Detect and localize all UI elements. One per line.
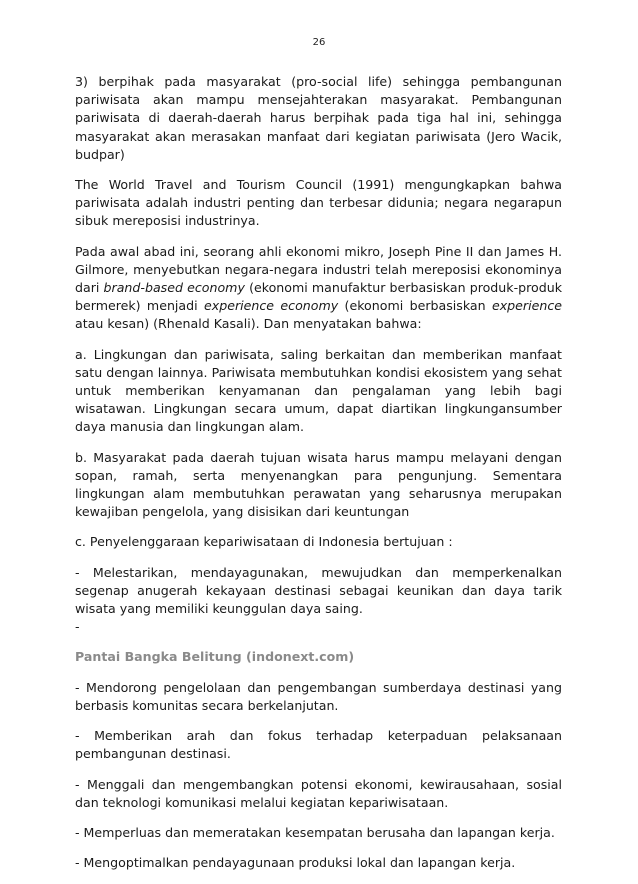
experience-economy-term: experience economy <box>204 298 339 314</box>
image-caption: Pantai Bangka Belitung (indonext.com) <box>75 649 355 665</box>
experience-economy-text-4: atau kesan) (Rhenald Kasali). Dan menyatakan bahwa: <box>75 316 422 332</box>
page-number: 26 <box>312 37 326 48</box>
point-b: b. Masyarakat pada daerah tujuan wisata harus mampu melayani dengan sopan, ramah, serta menyenangkan para pengunjung. Sementara lingkungan alam membutuhkan perawatan yang seharusnya merupakan kewajiban pengelola, yang disisikan dari keuntungan <box>75 449 562 520</box>
experience-economy-text-3: (ekonomi berbasiskan <box>338 298 492 314</box>
paragraph-wttc: The World Travel and Tourism Council (1991) mengungkapkan bahwa pariwisata adalah industri penting dan terbesar didunia; negara negarapun sibuk mereposisi industrinya. <box>75 177 562 229</box>
document-body <box>75 73 562 884</box>
experience-economy-text-2: (ekonomi manufaktur berbasiskan produk-produk bermerek) menjadi <box>75 280 562 314</box>
list-item: - Mengoptimalkan pendayagunaan produksi lokal dan lapangan kerja. <box>75 855 516 871</box>
goals-list <box>75 679 562 873</box>
experience-term: experience <box>491 298 562 314</box>
brand-based-economy-term: brand-based economy <box>103 280 245 296</box>
point-a: a. Lingkungan dan pariwisata, saling berkaitan dan memberikan manfaat satu dengan lainnya. Pariwisata membutuhkan kondisi ekosistem yang sehat untuk memberikan kenyamanan dan pengalaman yang lebih bagi wisatawan. Lingkungan secara umum, dapat diartikan lingkungansumber daya manusia dan lingkungan alam. <box>75 346 562 435</box>
point-c: c. Penyelenggaraan kepariwisataan di Indonesia bertujuan : <box>75 534 453 550</box>
list-item: - Menggali dan mengembangkan potensi ekonomi, kewirausahaan, sosial dan teknologi komunikasi melalui kegiatan kepariwisataan. <box>75 776 562 810</box>
list-item: - Memberikan arah dan fokus terhadap keterpaduan pelaksanaan pembangunan destinasi. <box>75 728 562 762</box>
image-placeholder-dash: - <box>75 619 80 635</box>
goal-preserve: - Melestarikan, mendayagunakan, mewujudkan dan memperkenalkan segenap anugerah kekayaan destinasi sebagai keunikan dan daya tarik wisata yang memiliki keunggulan daya saing. <box>75 564 562 617</box>
list-item: - Memperluas dan memeratakan kesempatan berusaha dan lapangan kerja. <box>75 824 555 840</box>
paragraph-pro-social: 3) berpihak pada masyarakat (pro-social life) sehingga pembangunan pariwisata akan mampu mensejahterakan masyarakat. Pembangunan pariwisata di daerah-daerah harus berpihak pada tiga hal ini, sehingga masyarakat akan merasakan manfaat dari kegiatan pariwisata (Jero Wacik, budpar) <box>75 74 562 162</box>
paragraph-experience-economy <box>75 243 562 334</box>
list-item: - Mendorong pengelolaan dan pengembangan sumberdaya destinasi yang berbasis komunitas secara berkelanjutan. <box>75 679 562 713</box>
experience-economy-text-1: Pada awal abad ini, seorang ahli ekonomi mikro, Joseph Pine II dan James H. Gilmore, menyebutkan negara-negara industri telah mereposisi ekonominya dari <box>75 243 562 296</box>
